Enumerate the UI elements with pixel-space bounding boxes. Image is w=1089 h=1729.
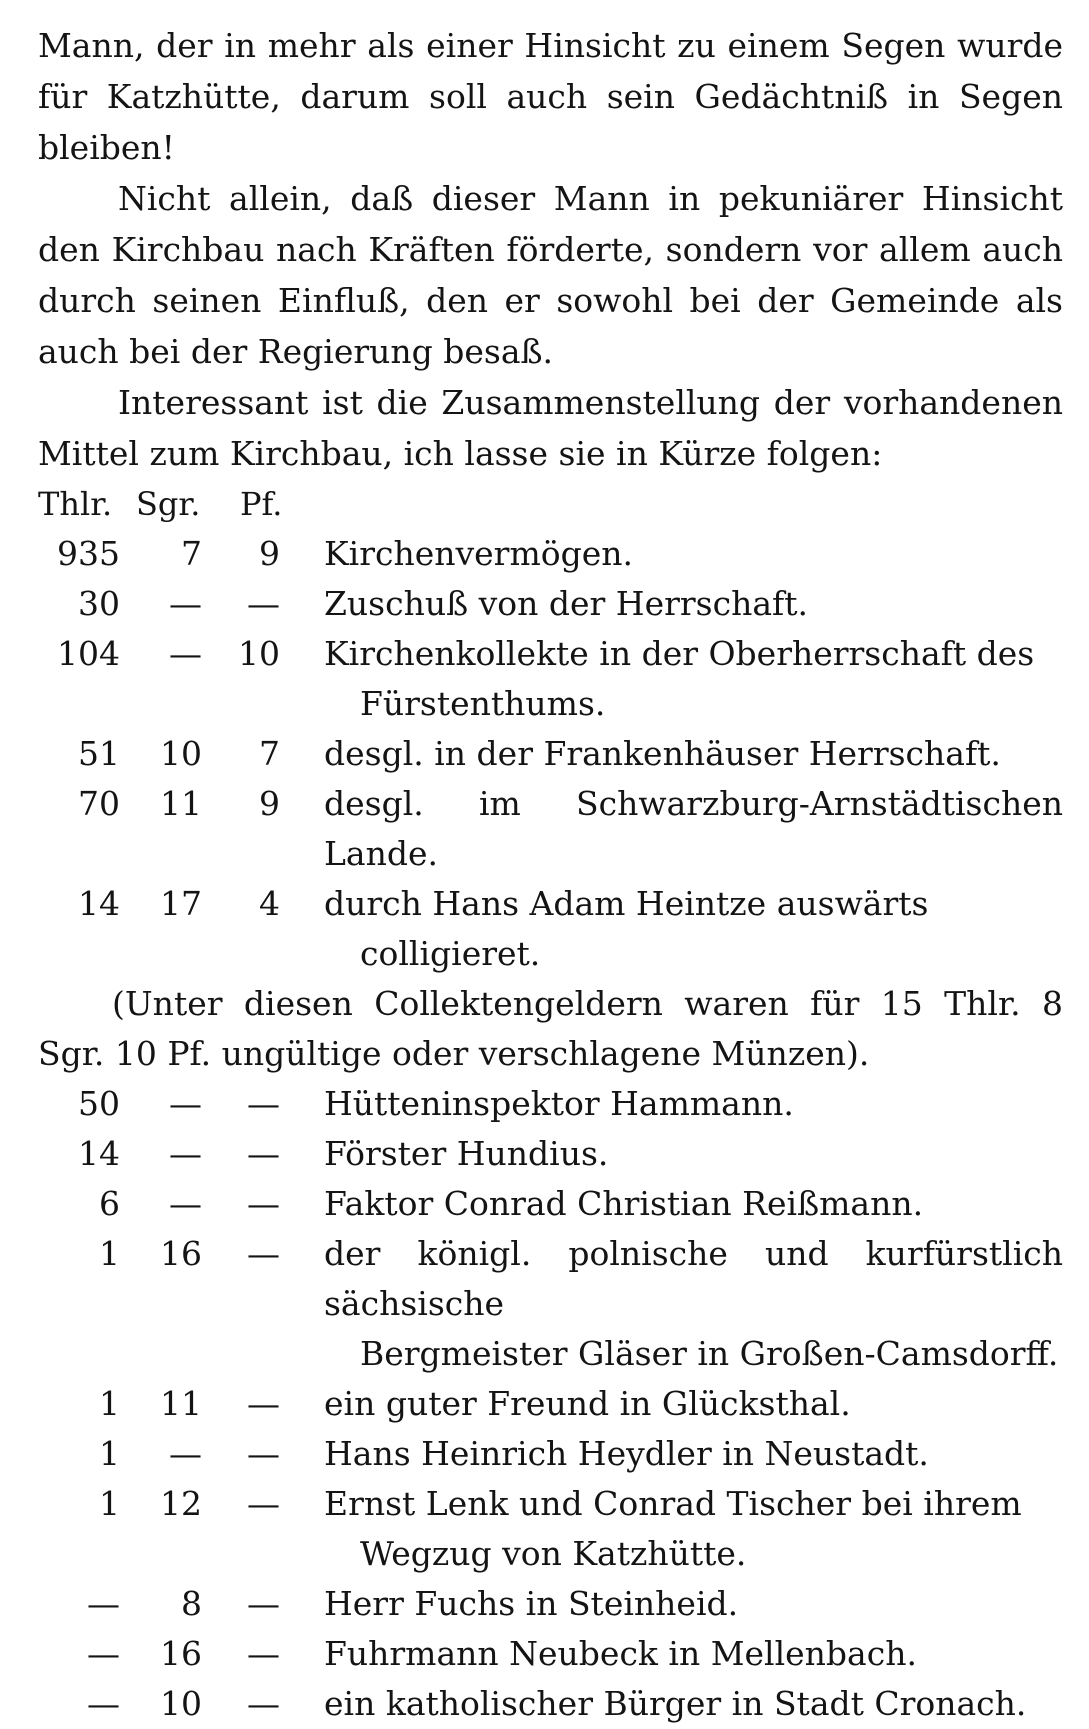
cell-description-continuation: colligieret. <box>360 934 541 973</box>
table-row <box>38 1629 1063 1679</box>
cell-description: Kirchenvermögen. <box>324 534 634 573</box>
cell-thlr: — <box>87 1584 120 1623</box>
cell-thlr: 50 <box>78 1084 120 1123</box>
table-row <box>38 1079 1063 1129</box>
table-row <box>38 1129 1063 1179</box>
cell-sgr: 16 <box>160 1234 202 1273</box>
cell-description: ein katholischer Bürger in Stadt Cronach. <box>324 1684 1027 1723</box>
cell-thlr: 1 <box>99 1484 120 1523</box>
header-pf: Pf. <box>240 485 283 523</box>
header-thlr: Thlr. <box>38 485 113 523</box>
cell-description: Fuhrmann Neubeck in Mellenbach. <box>324 1634 917 1673</box>
cell-sgr: 8 <box>181 1584 202 1623</box>
cell-description: ein guter Freund in Glücksthal. <box>324 1384 851 1423</box>
cell-thlr: 14 <box>78 884 120 923</box>
table-row <box>38 1379 1063 1429</box>
intro-paragraph-3: Interessant ist die Zusammenstellung der vorhandenen Mittel zum Kirchbau, ich lasse sie in Kürze folgen: <box>38 383 1063 473</box>
cell-thlr: 104 <box>57 634 120 673</box>
cell-description: Hans Heinrich Heydler in Neustadt. <box>324 1434 929 1473</box>
cell-sgr: — <box>169 1134 202 1173</box>
table-row <box>38 779 1063 879</box>
table-row <box>38 1579 1063 1629</box>
cell-sgr: 12 <box>160 1484 202 1523</box>
cell-description: desgl. im Schwarzburg-Arnstädtischen Lande. <box>324 784 1063 873</box>
cell-sgr: — <box>169 634 202 673</box>
cell-thlr: 70 <box>78 784 120 823</box>
cell-pf: — <box>247 1184 280 1223</box>
cell-pf: — <box>247 1434 280 1473</box>
table-row <box>38 729 1063 779</box>
cell-pf: 4 <box>259 884 280 923</box>
table-headers <box>38 479 1063 529</box>
cell-thlr: — <box>87 1684 120 1723</box>
cell-pf: — <box>247 1384 280 1423</box>
cell-thlr: 1 <box>99 1234 120 1273</box>
cell-thlr: 6 <box>99 1184 120 1223</box>
cell-thlr: 51 <box>78 734 120 773</box>
cell-pf: 10 <box>238 634 280 673</box>
table-row <box>38 529 1063 579</box>
cell-sgr: 7 <box>181 534 202 573</box>
cell-sgr: — <box>169 1434 202 1473</box>
cell-pf: 9 <box>259 534 280 573</box>
cell-description: Hütteninspektor Hammann. <box>324 1084 794 1123</box>
cell-description: durch Hans Adam Heintze auswärts colligieret. <box>324 879 1063 979</box>
cell-pf: — <box>247 1684 280 1723</box>
cell-sgr: 11 <box>160 1384 202 1423</box>
cell-sgr: 11 <box>160 784 202 823</box>
header-sgr: Sgr. <box>136 485 201 523</box>
cell-pf: — <box>247 584 280 623</box>
cell-description-continuation: Wegzug von Katzhütte. <box>360 1534 747 1573</box>
collection-note: (Unter diesen Collektengeldern waren für 15 Thlr. 8 Sgr. 10 Pf. ungültige oder verschlagene Münzen). <box>38 984 1063 1073</box>
table-section-a <box>38 529 1063 979</box>
cell-thlr: — <box>87 1634 120 1673</box>
table-row <box>38 1179 1063 1229</box>
cell-pf: — <box>247 1584 280 1623</box>
cell-pf: — <box>247 1084 280 1123</box>
table-row <box>38 579 1063 629</box>
table-row <box>38 1429 1063 1479</box>
cell-pf: 7 <box>259 734 280 773</box>
table-row <box>38 879 1063 979</box>
cell-sgr: 16 <box>160 1634 202 1673</box>
cell-sgr: — <box>169 1084 202 1123</box>
cell-thlr: 935 <box>57 534 120 573</box>
cell-thlr: 30 <box>78 584 120 623</box>
cell-description: Kirchenkollekte in der Oberherrschaft des Fürstenthums. <box>324 629 1063 729</box>
table-row <box>38 629 1063 729</box>
cell-description: Zuschuß von der Herrschaft. <box>324 584 808 623</box>
cell-description-continuation: Fürstenthums. <box>360 684 606 723</box>
cell-description-continuation: Bergmeister Gläser in Großen-Camsdorff. <box>360 1334 1059 1373</box>
cell-description: Ernst Lenk und Conrad Tischer bei ihrem Wegzug von Katzhütte. <box>324 1479 1063 1579</box>
cell-description: desgl. in der Frankenhäuser Herrschaft. <box>324 734 1001 773</box>
table-row <box>38 1479 1063 1579</box>
cell-description: Faktor Conrad Christian Reißmann. <box>324 1184 924 1223</box>
cell-thlr: 1 <box>99 1434 120 1473</box>
cell-sgr: 17 <box>160 884 202 923</box>
cell-sgr: — <box>169 584 202 623</box>
cell-thlr: 14 <box>78 1134 120 1173</box>
cell-pf: — <box>247 1634 280 1673</box>
cell-sgr: 10 <box>160 734 202 773</box>
cell-pf: — <box>247 1484 280 1523</box>
table-row <box>38 1679 1063 1729</box>
intro-paragraph-1: Mann, der in mehr als einer Hinsicht zu einem Segen wurde für Katzhütte, darum soll auch sein Gedächtniß in Segen bleiben! <box>38 26 1063 167</box>
cell-pf: — <box>247 1134 280 1173</box>
cell-pf: 9 <box>259 784 280 823</box>
cell-thlr: 1 <box>99 1384 120 1423</box>
cell-sgr: — <box>169 1184 202 1223</box>
cell-pf: — <box>247 1234 280 1273</box>
cell-description: Förster Hundius. <box>324 1134 609 1173</box>
cell-description: der königl. polnische und kurfürstlich sächsische Bergmeister Gläser in Großen-Camsdorff. <box>324 1229 1063 1379</box>
intro-paragraph-2: Nicht allein, daß dieser Mann in pekuniärer Hinsicht den Kirchbau nach Kräften förderte, sondern vor allem auch durch seinen Einfluß, den er sowohl bei der Gemeinde als auch bei der Regierung besaß. <box>38 179 1063 371</box>
table-section-b <box>38 1079 1063 1729</box>
table-row <box>38 1229 1063 1379</box>
cell-description: Herr Fuchs in Steinheid. <box>324 1584 739 1623</box>
cell-sgr: 10 <box>160 1684 202 1723</box>
